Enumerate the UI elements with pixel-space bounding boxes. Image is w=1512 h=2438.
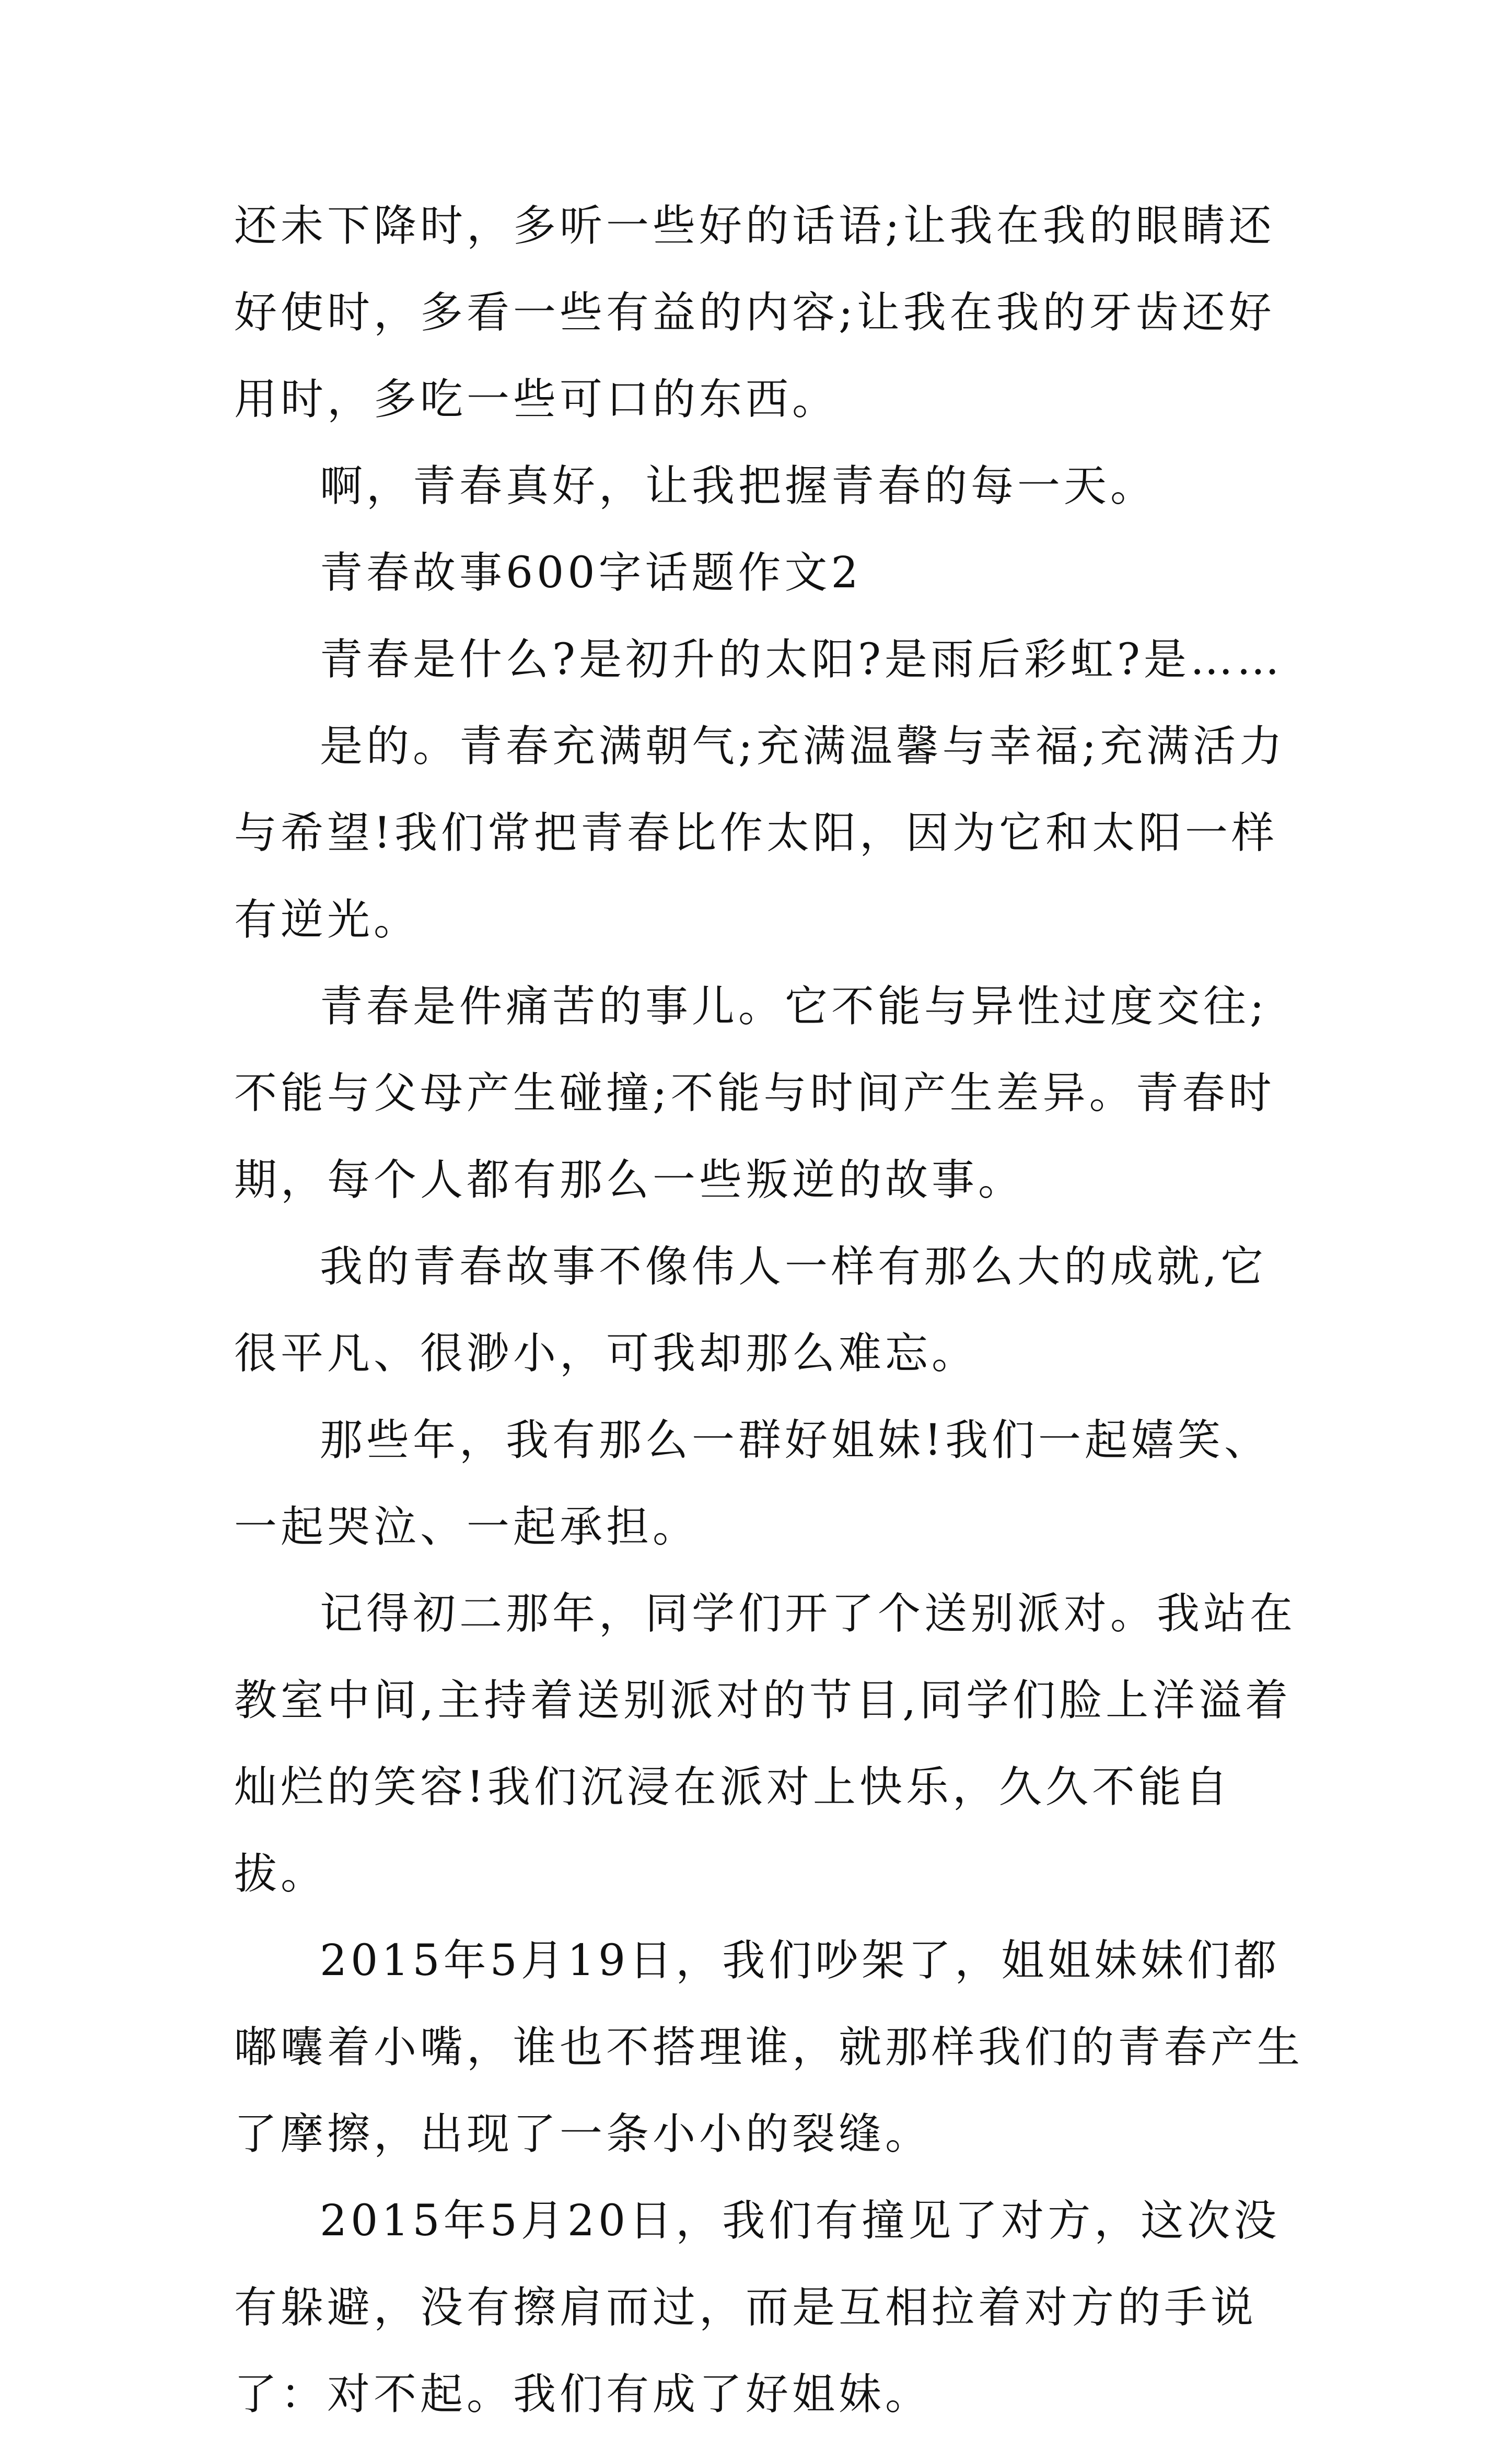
document-body bbox=[234, 183, 1305, 2438]
paragraph-7: 那些年，我有那么一群好姐妹!我们一起嬉笑、一起哭泣、一起承担。 bbox=[234, 1415, 1271, 1552]
paragraph-5: 青春是件痛苦的事儿。它不能与异性过度交往;不能与父母产生碰撞;不能与时间产生差异。青春时期，每个人都有那么一些叛逆的故事。 bbox=[234, 982, 1275, 1205]
paragraph-9: 2015年5月19日，我们吵架了，姐姐妹妹们都嘟囔着小嘴，谁也不搭理谁，就那样我们的青春产生了摩擦，出现了一条小小的裂缝。 bbox=[234, 1936, 1304, 2159]
paragraph-1: 还未下降时，多听一些好的话语;让我在我的眼睛还好使时，多看一些有益的内容;让我在我的牙齿还好用时，多吃一些可口的东西。 bbox=[234, 201, 1275, 424]
paragraph-10: 2015年5月20日，我们有撞见了对方，这次没有躲避，没有擦肩而过，而是互相拉着对方的手说了：对不起。我们有成了好姐妹。 bbox=[234, 2196, 1281, 2419]
paragraph-8: 记得初二那年，同学们开了个送别派对。我站在教室中间,主持着送别派对的节目,同学们脸上洋溢着灿烂的笑容!我们沉浸在派对上快乐，久久不能自拔。 bbox=[234, 1589, 1297, 1899]
paragraph-3: 青春是什么?是初升的太阳?是雨后彩虹?是…… bbox=[320, 635, 1283, 684]
paragraph-2: 啊，青春真好，让我把握青春的每一天。 bbox=[320, 461, 1157, 511]
section-title: 青春故事600字话题作文2 bbox=[320, 548, 862, 598]
paragraph-4: 是的。青春充满朝气;充满温馨与幸福;充满活力与希望!我们常把青春比作太阳，因为它和太阳一样有逆光。 bbox=[234, 722, 1286, 945]
paragraph-6: 我的青春故事不像伟人一样有那么大的成就,它很平凡、很渺小，可我却那么难忘。 bbox=[234, 1242, 1267, 1378]
